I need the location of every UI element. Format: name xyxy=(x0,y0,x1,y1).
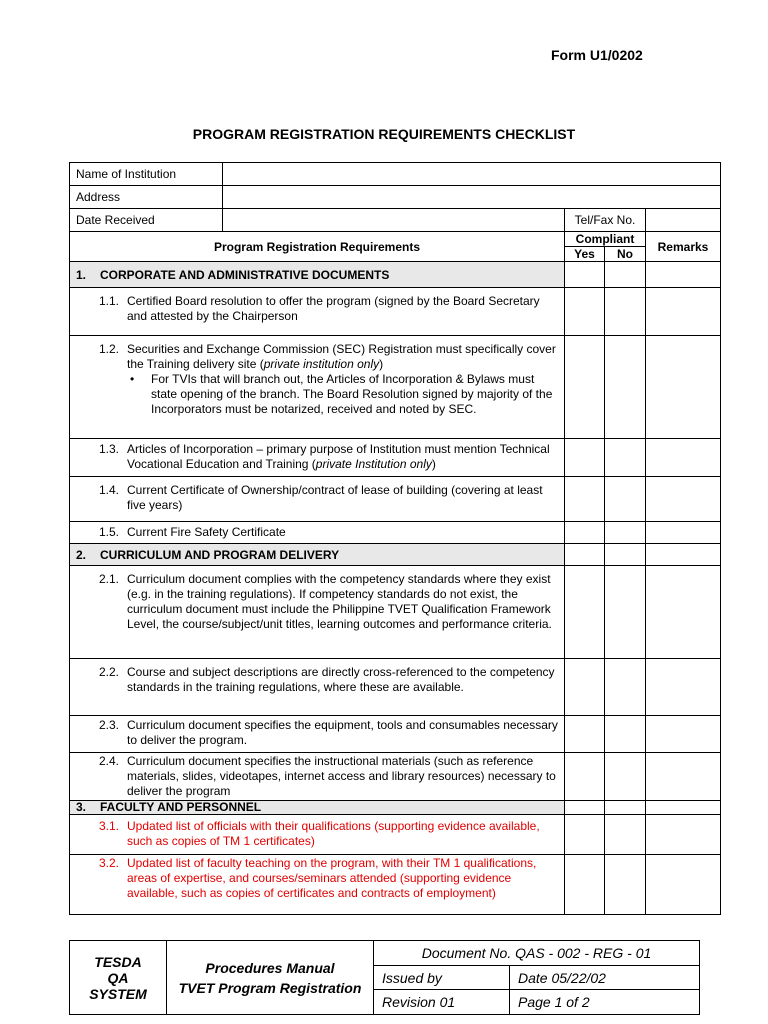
yes-cell[interactable] xyxy=(565,522,605,544)
remarks-cell[interactable] xyxy=(646,336,721,439)
requirement-item: 1.2. Securities and Exchange Commission (SEC) Registration must specifically cover the Training delivery site (private institution only) • For TVIs that will branch out, the Articles of Incorporation & Bylaws must state opening of the branch. The Board Resolution signed by majority of the Incorporators must be notarized, received and noted by SEC. xyxy=(70,336,565,439)
no-header: No xyxy=(605,247,646,262)
no-cell[interactable] xyxy=(605,439,646,477)
requirement-item: 2.3. Curriculum document specifies the equipment, tools and consumables necessary to deliver the program. xyxy=(70,716,565,753)
requirement-item: 1.4. Current Certificate of Ownership/contract of lease of building (covering at least five years) xyxy=(70,477,565,522)
address-label: Address xyxy=(70,186,223,209)
no-cell[interactable] xyxy=(605,522,646,544)
yes-cell[interactable] xyxy=(565,544,605,566)
remarks-cell[interactable] xyxy=(646,262,721,288)
remarks-cell[interactable] xyxy=(646,801,721,815)
no-cell[interactable] xyxy=(605,288,646,336)
no-cell[interactable] xyxy=(605,336,646,439)
bullet-icon: • xyxy=(130,372,135,386)
remarks-cell[interactable] xyxy=(646,753,721,801)
remarks-header: Remarks xyxy=(646,232,721,262)
no-cell[interactable] xyxy=(605,855,646,915)
section-heading: 1. CORPORATE AND ADMINISTRATIVE DOCUMENTS xyxy=(70,262,565,288)
requirement-item: 2.1. Curriculum document complies with the competency standards where they exist (e.g. in the training regulations). If competency standards do not exist, the curriculum document must include the Philippine TVET Qualification Framework Level, the course/subject/unit titles, learning outcomes and performance criteria. xyxy=(70,566,565,659)
section-heading: 2. CURRICULUM AND PROGRAM DELIVERY xyxy=(70,544,565,566)
no-cell[interactable] xyxy=(605,716,646,753)
name-of-institution-label: Name of Institution xyxy=(70,163,223,186)
yes-cell[interactable] xyxy=(565,288,605,336)
requirement-item: 3.1. Updated list of officials with their qualifications (supporting evidence available, such as copies of TM 1 certificates) xyxy=(70,815,565,855)
issued-by: Issued by xyxy=(374,966,510,990)
yes-cell[interactable] xyxy=(565,439,605,477)
document-footer xyxy=(69,940,700,1015)
remarks-cell[interactable] xyxy=(646,855,721,915)
org-name: TESDA QA SYSTEM xyxy=(70,941,167,1015)
remarks-cell[interactable] xyxy=(646,815,721,855)
requirement-item: 2.4. Curriculum document specifies the instructional materials (such as reference materials, slides, videotapes, internet access and library resources) necessary to deliver the program xyxy=(70,753,565,801)
name-of-institution-field[interactable] xyxy=(223,163,721,186)
remarks-cell[interactable] xyxy=(646,477,721,522)
requirement-item: 1.1. Certified Board resolution to offer the program (signed by the Board Secretary and attested by the Chairperson xyxy=(70,288,565,336)
yes-cell[interactable] xyxy=(565,566,605,659)
remarks-cell[interactable] xyxy=(646,566,721,659)
page-number: Page 1 of 2 xyxy=(510,990,700,1015)
yes-cell[interactable] xyxy=(565,815,605,855)
yes-cell[interactable] xyxy=(565,659,605,716)
revision: Revision 01 xyxy=(374,990,510,1015)
no-cell[interactable] xyxy=(605,659,646,716)
date-received-label: Date Received xyxy=(70,209,223,232)
yes-cell[interactable] xyxy=(565,855,605,915)
issue-date: Date 05/22/02 xyxy=(510,966,700,990)
requirement-item: 1.5. Current Fire Safety Certificate xyxy=(70,522,565,544)
yes-cell[interactable] xyxy=(565,262,605,288)
tel-fax-label: Tel/Fax No. xyxy=(565,209,646,232)
remarks-cell[interactable] xyxy=(646,439,721,477)
yes-cell[interactable] xyxy=(565,477,605,522)
remarks-cell[interactable] xyxy=(646,544,721,566)
no-cell[interactable] xyxy=(605,477,646,522)
address-field[interactable] xyxy=(223,186,721,209)
no-cell[interactable] xyxy=(605,801,646,815)
yes-header: Yes xyxy=(565,247,605,262)
requirement-item: 1.3. Articles of Incorporation – primary purpose of Institution must mention Technical Vocational Education and Training (private Institution only) xyxy=(70,439,565,477)
no-cell[interactable] xyxy=(605,544,646,566)
page-title: PROGRAM REGISTRATION REQUIREMENTS CHECKLIST xyxy=(192,126,576,142)
date-received-field[interactable] xyxy=(223,209,565,232)
remarks-cell[interactable] xyxy=(646,522,721,544)
tel-fax-field[interactable] xyxy=(646,209,721,232)
form-number: Form U1/0202 xyxy=(551,47,643,63)
no-cell[interactable] xyxy=(605,815,646,855)
yes-cell[interactable] xyxy=(565,716,605,753)
checklist-table xyxy=(69,162,721,915)
no-cell[interactable] xyxy=(605,566,646,659)
remarks-cell[interactable] xyxy=(646,659,721,716)
section-heading: 3. FACULTY AND PERSONNEL xyxy=(70,801,565,815)
no-cell[interactable] xyxy=(605,753,646,801)
yes-cell[interactable] xyxy=(565,753,605,801)
remarks-cell[interactable] xyxy=(646,288,721,336)
requirement-item: 3.2. Updated list of faculty teaching on the program, with their TM 1 qualifications, areas of expertise, and courses/seminars attended (supporting evidence available, such as copies of certificates and contracts of employment) xyxy=(70,855,565,915)
yes-cell[interactable] xyxy=(565,801,605,815)
remarks-cell[interactable] xyxy=(646,716,721,753)
manual-title: Procedures Manual TVET Program Registration xyxy=(167,941,374,1015)
document-number: Document No. QAS - 002 - REG - 01 xyxy=(374,941,700,966)
no-cell[interactable] xyxy=(605,262,646,288)
requirement-item: 2.2. Course and subject descriptions are directly cross-referenced to the competency standards in the training regulations, where these are available. xyxy=(70,659,565,716)
requirements-header: Program Registration Requirements xyxy=(70,232,565,262)
compliant-header: Compliant xyxy=(565,232,646,247)
yes-cell[interactable] xyxy=(565,336,605,439)
